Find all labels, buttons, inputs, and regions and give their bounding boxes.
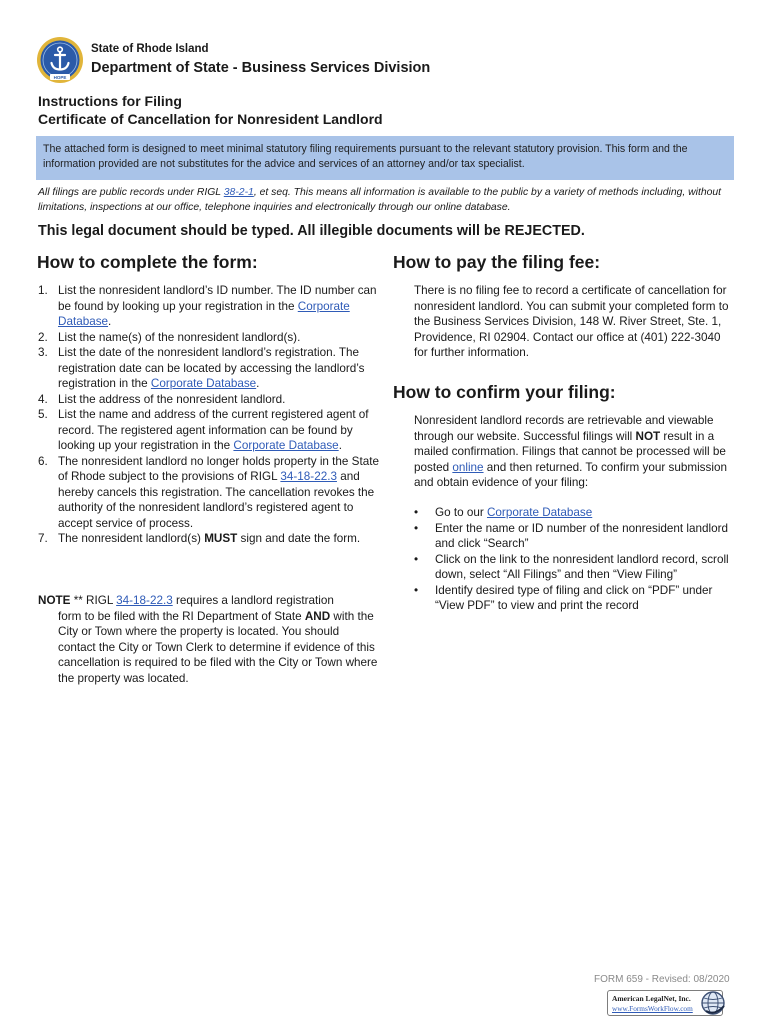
typed-document-warning: This legal document should be typed. All illegible documents will be REJECTED.: [38, 223, 585, 239]
list-item: • Enter the name or ID number of the nonresident landlord and click “Search”: [414, 521, 729, 550]
rigl-34-18-22-3-link[interactable]: 34-18-22.3: [116, 594, 173, 607]
how-to-pay-heading: How to pay the filing fee:: [393, 252, 601, 272]
rigl-34-18-22-3-link[interactable]: 34-18-22.3: [280, 470, 337, 483]
how-to-confirm-heading: How to confirm your filing:: [393, 382, 616, 402]
list-item: 6. The nonresident landlord no longer holds property in the State of Rhode subject to the provisions of RIGL 34-18-22.3 and hereby cancels this registration. The cancellation revokes the authority of the nonresident landlord’s registered agent to accept service of process.: [38, 454, 379, 530]
filing-fee-paragraph: There is no filing fee to record a certificate of cancellation for nonresident landlord. You can submit your completed form to the Business Services Division, 148 W. River Street, Ste. 1, Providence, RI 02904. Contact our office at (401) 222-3040 for further information.: [414, 284, 729, 359]
globe-icon: [700, 990, 726, 1016]
american-legalnet-name: American LegalNet, Inc.: [612, 994, 691, 1003]
list-item: 2. List the name(s) of the nonresident landlord(s).: [38, 330, 301, 344]
disclaimer-notice: The attached form is designed to meet minimal statutory filing requirements pursuant to the relevant statutory provision. This form and the information provided are not substitutes for the advice and services of an attorney and/or tax specialist.: [36, 136, 734, 180]
form-revision-label: FORM 659 - Revised: 08/2020: [594, 974, 730, 985]
list-item: 1. List the nonresident landlord’s ID number. The ID number can be found by looking up your registration in the Corporate Database.: [38, 284, 377, 328]
list-item: • Click on the link to the nonresident landlord record, scroll down, select “All Filings” and then “View Filing”: [414, 552, 729, 581]
certificate-title: Certificate of Cancellation for Nonresident Landlord: [38, 111, 383, 127]
corporate-database-link[interactable]: Corporate Database: [58, 299, 350, 328]
confirm-filing-paragraph: Nonresident landlord records are retrievable and viewable through our website. Successful filings will NOT result in a mailed confirmation. Filings that cannot be processed will be posted online and then returned. To confirm your submission and obtain evidence of your filing:: [414, 414, 727, 489]
how-to-complete-heading: How to complete the form:: [37, 252, 258, 272]
list-item: • Identify desired type of filing and click on “PDF” under “View PDF” to view and print the record: [414, 583, 713, 612]
list-item: 5. List the name and address of the current registered agent of record. The registered agent information can be found by looking up your registration in the Corporate Database.: [38, 408, 369, 452]
list-item: 4. List the address of the nonresident landlord.: [38, 392, 286, 406]
instructions-title: Instructions for Filing: [38, 93, 182, 109]
public-records-paragraph: All filings are public records under RIGL 38-2-1, et seq. This means all information is available to the public by a variety of methods including, without limitations, inspections at our office, telephone inquiries and electronically through our online database.: [38, 187, 722, 213]
formsworkflow-link[interactable]: www.FormsWorkFlow.com: [612, 1004, 693, 1013]
corporate-database-link[interactable]: Corporate Database: [486, 506, 593, 519]
rigl-38-2-1-link[interactable]: 38-2-1: [223, 187, 254, 198]
corporate-database-link[interactable]: Corporate Database: [150, 377, 257, 390]
list-item: • Go to our Corporate Database: [414, 506, 593, 519]
list-item: 3. List the date of the nonresident landlord’s registration. The registration date can be located by accessing the landlord’s registration in the Corporate Database.: [38, 346, 365, 390]
online-link[interactable]: online: [452, 460, 484, 474]
list-item: 7. The nonresident landlord(s) MUST sign and date the form.: [38, 532, 361, 545]
corporate-database-link[interactable]: Corporate Database: [233, 439, 339, 452]
svg-text:HOPE: HOPE: [53, 74, 67, 80]
completion-steps-list: [38, 283, 383, 547]
state-name: State of Rhode Island: [91, 43, 209, 55]
department-name: Department of State - Business Services Division: [91, 60, 431, 76]
confirm-steps-list: [414, 505, 736, 614]
note-paragraph: NOTE ** RIGL 34-18-22.3 requires a landlord registration form to be filed with the RI Department of State AND with the City or Town where the property is located. You should contact the City or Town Clerk to determine if evidence of this cancellation is required to be filed with the City or Town where the property was located.: [38, 594, 378, 685]
rhode-island-seal-logo: [36, 36, 84, 84]
